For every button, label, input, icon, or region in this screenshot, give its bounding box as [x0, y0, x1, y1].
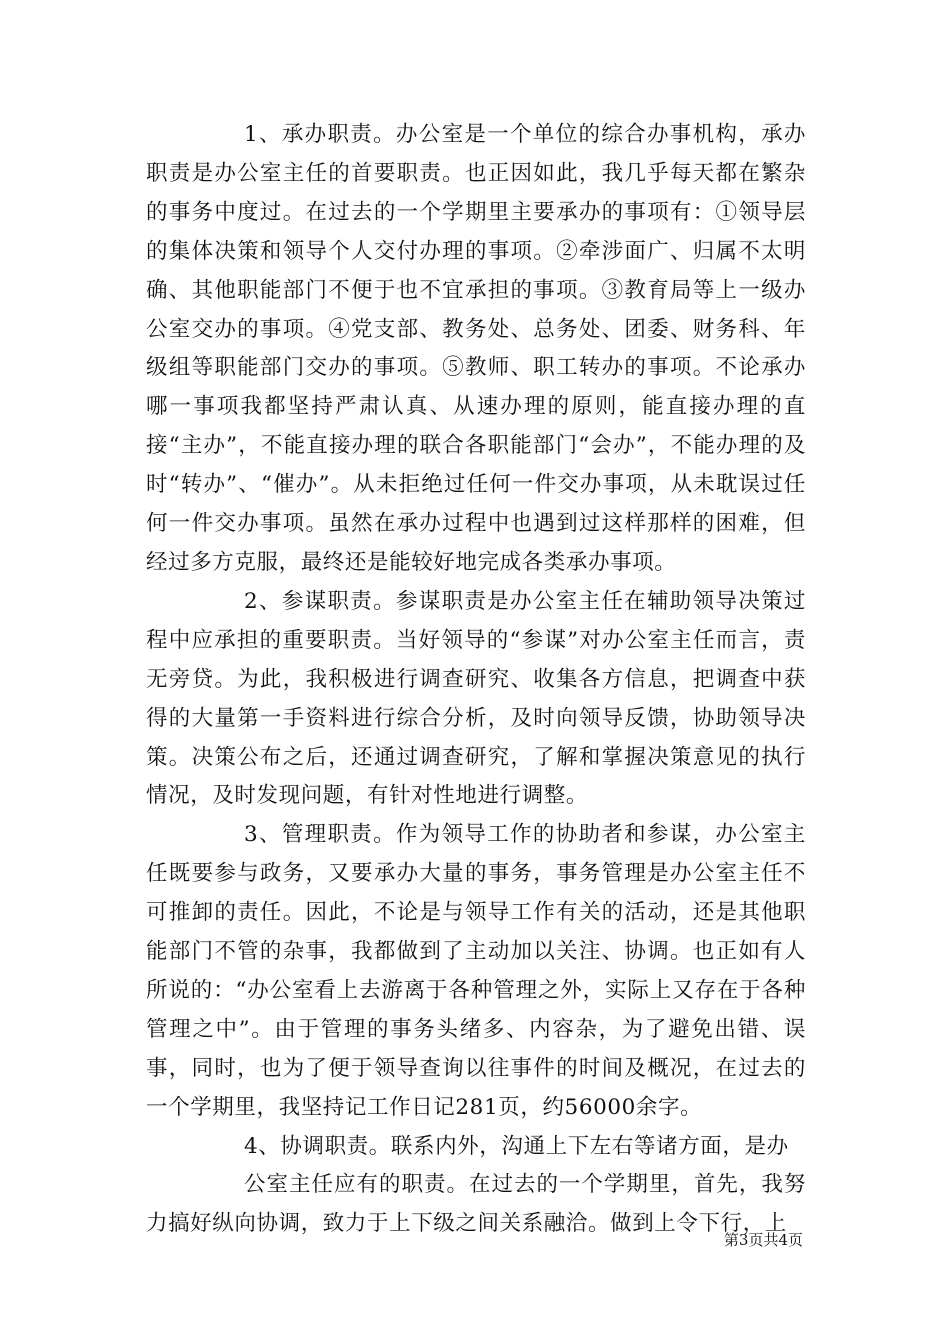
paragraph-duty-undertaking: 1、承办职责。办公室是一个单位的综合办事机构，承办职责是办公室主任的首要职责。也正因如此，我几乎每天都在繁杂的事务中度过。在过去的一个学期里主要承办的事项有：①领导层的集体决策和领导个人交付办理的事项。②牵涉面广、归属不太明确、其他职能部门不便于也不宜承担的事项。③教育局等上一级办公室交办的事项。④党支部、教务处、总务处、团委、财务科、年级组等职能部门交办的事项。⑤教师、职工转办的事项。不论承办哪一事项我都坚持严肃认真、从速办理的原则，能直接办理的直接“主办”，不能直接办理的联合各职能部门“会办”，不能办理的及时“转办”、“催办”。从未拒绝过任何一件交办事项，从未耽误过任何一件交办事项。虽然在承办过程中也遇到过这样那样的困难，但经过多方克服，最终还是能较好地完成各类承办事项。 [146, 122, 806, 575]
paragraph-coordination-continued: 公室主任应有的职责。在过去的一个学期里，首先，我努力搞好纵向协调，致力于上下级之间关系融洽。做到上令下行，上 [146, 1172, 806, 1237]
document-body [146, 116, 806, 1244]
page-number-footer: 第3页共4页 [723, 1231, 803, 1249]
paragraph-duty-advisory: 2、参谋职责。参谋职责是办公室主任在辅助领导决策过程中应承担的重要职责。当好领导的“参谋”对办公室主任而言，责无旁贷。为此，我积极进行调查研究、收集各方信息，把调查中获得的大量第一手资料进行综合分析，及时向领导反馈，协助领导决策。决策公布之后，还通过调查研究，了解和掌握决策意见的执行情况，及时发现问题，有针对性地进行调整。 [146, 588, 806, 809]
paragraph-duty-management: 3、管理职责。作为领导工作的协助者和参谋，办公室主任既要参与政务，又要承办大量的事务，事务管理是办公室主任不可推卸的责任。因此，不论是与领导工作有关的活动，还是其他职能部门不管的杂事，我都做到了主动加以关注、协调。也正如有人所说的：“办公室看上去游离于各种管理之外，实际上又存在于各种管理之中”。由于管理的事务头绪多、内容杂，为了避免出错、误事，同时，也为了便于领导查询以往事件的时间及概况，在过去的一个学期里，我坚持记工作日记281页，约56000余字。 [146, 822, 806, 1120]
paragraph-duty-coordination: 4、协调职责。联系内外，沟通上下左右等诸方面，是办 [244, 1133, 789, 1159]
